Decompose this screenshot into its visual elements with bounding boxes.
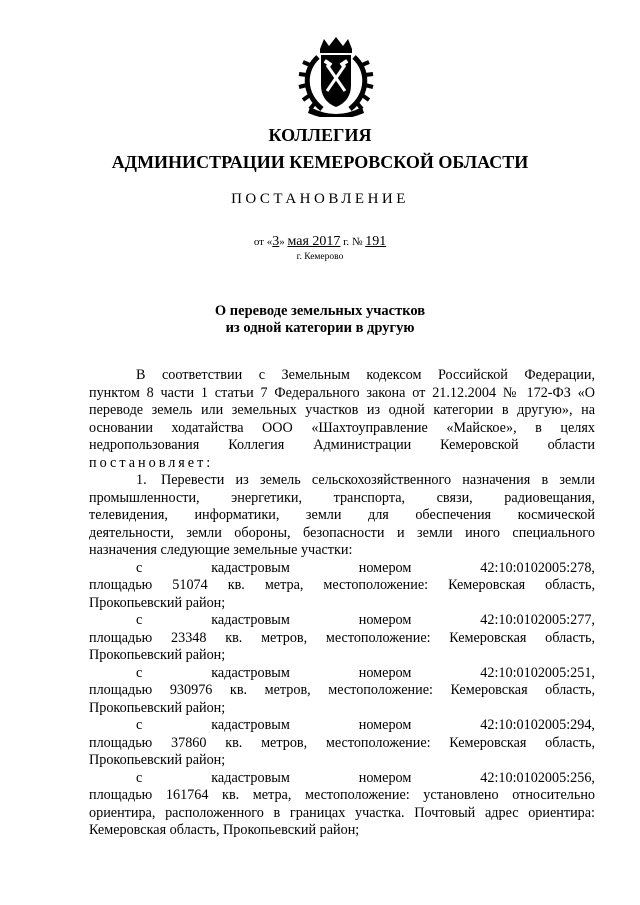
parcel-last-line: Прокопьевский район;	[89, 752, 226, 768]
item-line: промышленности, энергетики, транспорта, связи, радиовещания,	[89, 489, 595, 506]
parcel-area-line: площадью 161764 кв. метра, местоположение: установлено относительно	[89, 787, 595, 803]
parcel-word-number: номером	[358, 717, 412, 733]
parcel-prefix: с	[136, 664, 143, 681]
parcel-prefix: с	[136, 559, 143, 576]
parcel-word-number: номером	[358, 559, 412, 576]
item-1-first-line	[89, 472, 595, 490]
intro-line: переводе земель или земельных участков из одной категории в другую», на	[89, 402, 595, 418]
date-mid: »	[279, 236, 285, 248]
org-title-line2: АДМИНИСТРАЦИИ КЕМЕРОВСКОЙ ОБЛАСТИ	[111, 152, 529, 172]
parcel-cadastral-number: 42:10:0102005:294,	[480, 717, 595, 733]
intro-line: основании ходатайства ООО «Шахтоуправление «Майское», в целях	[89, 419, 595, 436]
document-number: 191	[365, 234, 387, 249]
date-day: 3	[272, 234, 280, 249]
parcel-word-cadastral: кадастровым	[211, 769, 290, 786]
intro-line: В соответствии с Земельным кодексом Российской Федерации,	[136, 367, 595, 383]
parcel-prefix: с	[136, 612, 143, 628]
document-subject	[0, 303, 640, 337]
number-label: №	[351, 236, 363, 248]
parcel-word-cadastral: кадастровым	[211, 612, 290, 628]
item-line: телевидения, информатики, земли для обеспечения космической	[89, 507, 595, 523]
parcel-prefix: с	[136, 769, 143, 786]
document-city: г. Кемерово	[296, 252, 344, 262]
parcel-cadastral-number: 42:10:0102005:251,	[480, 664, 595, 681]
subject-line2: из одной категории в другую	[225, 320, 415, 336]
parcel-last-line: Прокопьевский район;	[89, 594, 226, 611]
org-title-line1: КОЛЛЕГИЯ	[268, 125, 372, 145]
date-year-suffix: г.	[343, 236, 350, 248]
intro-line: пунктом 8 части 1 статьи 7 Федерального закона от 21.12.2004 № 172-ФЗ «О	[89, 384, 595, 401]
intro-line: недропользования Коллегия Администрации Кемеровской области	[89, 437, 595, 453]
parcel-word-number: номером	[358, 612, 412, 628]
parcel-head	[89, 717, 595, 735]
parcel-last-line: Прокопьевский район;	[89, 647, 226, 663]
item-line: назначения следующие земельные участки:	[89, 542, 353, 558]
parcel-cadastral-number: 42:10:0102005:256,	[480, 769, 595, 786]
parcel-head	[89, 665, 595, 683]
parcel-area-line: площадью 51074 кв. метра, местоположение: Кемеровская область,	[89, 577, 595, 593]
parcel-area-line: ориентира, расположенного в границах участка. Почтовый адрес ориентира:	[89, 804, 595, 821]
document-type: ПОСТАНОВЛЕНИЕ	[231, 191, 409, 207]
date-month-year: мая 2017	[287, 234, 341, 249]
parcel-word-number: номером	[358, 769, 412, 786]
parcel-cadastral-number: 42:10:0102005:277,	[480, 612, 595, 628]
parcel-word-cadastral: кадастровым	[211, 717, 290, 733]
document-date-number	[0, 234, 640, 250]
parcel-head	[89, 770, 595, 788]
document-body	[89, 367, 595, 840]
date-prefix: от «	[253, 236, 273, 248]
parcel-area-line: площадью 930976 кв. метров, местоположение: Кемеровская область,	[89, 682, 595, 698]
parcel-word-cadastral: кадастровым	[211, 559, 290, 576]
parcel-area-line: площадью 23348 кв. метров, местоположение: Кемеровская область,	[89, 629, 595, 646]
parcel-last-line: Кемеровская область, Прокопьевский район;	[89, 822, 360, 838]
resolves-word: постановляет:	[89, 454, 214, 471]
parcel-prefix: с	[136, 717, 143, 733]
parcel-last-line: Прокопьевский район;	[89, 699, 226, 716]
item-text: Перевести из земель сельскохозяйственного назначения в земли	[161, 472, 595, 488]
parcel-head	[89, 560, 595, 578]
item-number: 1.	[136, 472, 147, 488]
parcel-head	[89, 612, 595, 630]
parcel-area-line: площадью 37860 кв. метров, местоположение: Кемеровская область,	[89, 734, 595, 751]
subject-line1: О переводе земельных участков	[214, 303, 426, 319]
parcel-word-cadastral: кадастровым	[211, 664, 290, 681]
parcel-word-number: номером	[358, 664, 412, 681]
parcel-cadastral-number: 42:10:0102005:278,	[480, 559, 595, 576]
item-line: деятельности, земли обороны, безопасности и земли иного специального	[89, 524, 595, 541]
kemerovo-coat-of-arms-icon	[296, 35, 376, 117]
